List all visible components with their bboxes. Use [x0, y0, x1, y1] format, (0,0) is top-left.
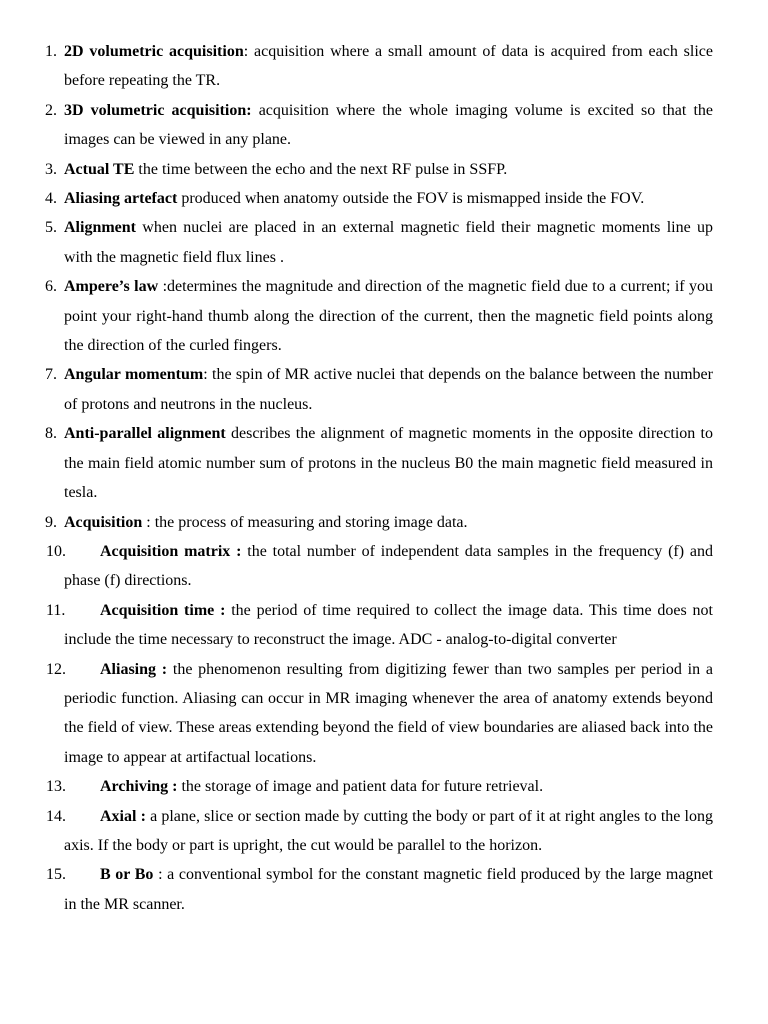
- glossary-entry: [0, 537, 768, 596]
- entry-number: 8.: [45, 425, 57, 443]
- entry-number: 13.: [46, 778, 66, 796]
- entry-definition: describes the alignment of magnetic moments in the opposite direction to the main field atomic number sum of protons in the nucleus B0 the main magnetic field measured in tesla.: [64, 425, 714, 502]
- glossary-entry: [0, 508, 768, 537]
- entry-definition: the storage of image and patient data for future retrieval.: [177, 778, 544, 796]
- glossary-entry: [0, 96, 768, 155]
- entry-definition: when nuclei are placed in an external magnetic field their magnetic moments line up with the magnetic field flux lines .: [64, 219, 713, 266]
- entry-definition: the time between the echo and the next RF pulse in SSFP.: [134, 160, 508, 178]
- entry-term: Acquisition time :: [100, 601, 226, 619]
- entry-definition: a plane, slice or section made by cutting the body or part of it at right angles to the long axis. If the body or part is upright, the cut would be parallel to the horizon.: [64, 807, 713, 854]
- entry-definition: produced when anatomy outside the FOV is mismapped inside the FOV.: [177, 190, 645, 208]
- entry-term: Angular momentum: [64, 366, 204, 384]
- entry-term: Actual TE: [64, 160, 135, 178]
- entry-number: 10.: [46, 542, 66, 560]
- entry-number: 14.: [46, 807, 66, 825]
- entry-number: 11.: [46, 601, 66, 619]
- entry-term: Acquisition: [64, 513, 143, 531]
- entry-definition: : acquisition where a small amount of data is acquired from each slice before repeating the TR.: [64, 43, 713, 90]
- entry-term: Aliasing artefact: [64, 190, 178, 208]
- entry-number: 2.: [45, 101, 57, 119]
- glossary-entry: [0, 360, 768, 419]
- entry-definition: the phenomenon resulting from digitizing fewer than two samples per period in a periodic function. Aliasing can occur in MR imaging whenever the area of anatomy extends beyond the field of view. These areas extending beyond the field of view boundaries are aliased back into the image to appear at artifactual locations.: [64, 660, 713, 766]
- entry-number: 3.: [45, 160, 57, 178]
- entry-number: 1.: [45, 43, 57, 60]
- entry-number: 9.: [45, 513, 57, 531]
- entry-term: Ampere’s law: [64, 278, 159, 296]
- glossary-entry: [0, 155, 768, 184]
- entry-number: 5.: [45, 219, 57, 237]
- entry-definition: the total number of independent data samples in the frequency (f) and phase (f) directions.: [64, 542, 713, 590]
- entry-term: Acquisition matrix :: [100, 542, 242, 560]
- entry-number: 4.: [45, 190, 57, 208]
- glossary-entry: [0, 184, 768, 213]
- entry-definition: acquisition where the whole imaging volume is excited so that the images can be viewed in any plane.: [64, 101, 713, 149]
- entry-number: 15.: [46, 866, 66, 884]
- glossary-entry: [0, 772, 768, 801]
- glossary-entry: [0, 272, 768, 360]
- entry-definition: :determines the magnitude and direction of the magnetic field due to a current; if you point your right-hand thumb along the direction of the current, then the magnetic field points along the direction of the curled fingers.: [64, 278, 713, 355]
- glossary-document: [0, 37, 768, 919]
- glossary-entry: [0, 419, 768, 507]
- entry-term: Alignment: [64, 219, 136, 237]
- glossary-entry: [0, 655, 768, 773]
- entry-term: Archiving :: [100, 778, 178, 796]
- glossary-entry: [0, 37, 768, 96]
- entry-number: 7.: [45, 366, 57, 384]
- entry-definition: : the process of measuring and storing image data.: [142, 513, 468, 531]
- entry-term: Aliasing :: [100, 660, 168, 678]
- glossary-entry: [0, 802, 768, 861]
- entry-number: 12.: [46, 660, 66, 678]
- entry-number: 6.: [45, 278, 57, 296]
- entry-term: 2D volumetric acquisition: [64, 43, 244, 60]
- glossary-entry: [0, 860, 768, 919]
- glossary-entry: [0, 213, 768, 272]
- entry-definition: the period of time required to collect the image data. This time does not include the time necessary to reconstruct the image. ADC - analog-to-digital converter: [64, 601, 714, 649]
- entry-term: 3D volumetric acquisition:: [64, 101, 252, 119]
- entry-definition: : the spin of MR active nuclei that depends on the balance between the number of protons and neutrons in the nucleus.: [64, 366, 713, 413]
- glossary-entry: [0, 596, 768, 655]
- entry-term: Anti-parallel alignment: [64, 425, 226, 443]
- entry-definition: : a conventional symbol for the constant magnetic field produced by the large magnet in the MR scanner.: [64, 866, 713, 913]
- entry-term: Axial :: [100, 807, 146, 825]
- entry-term: B or Bo: [100, 866, 154, 884]
